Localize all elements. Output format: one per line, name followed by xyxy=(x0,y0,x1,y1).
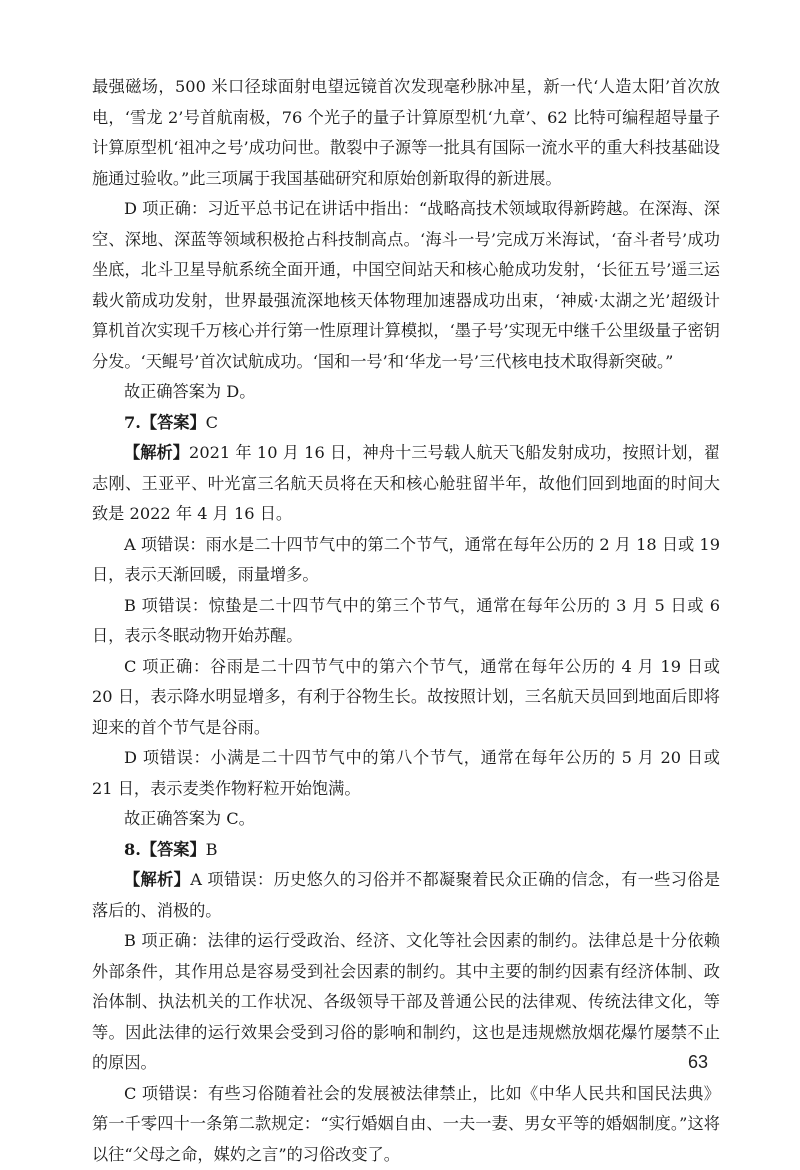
answer-label: 8.【答案】 xyxy=(124,840,206,859)
paragraph xyxy=(92,804,720,835)
paragraph-text: 2021 年 10 月 16 日，神舟十三号载人航天飞船发射成功，按照计划，翟志刚、王亚平、叶光富三名航天员将在天和核心舱驻留半年，故他们回到地面的时间大致是 2022 年 4 月 16 日。 xyxy=(92,443,720,523)
paragraph-text: D 项正确：习近平总书记在讲话中指出：“战略高技术领域取得新跨越。在深海、深空、深地、深蓝等领域积极抢占科技制高点。‘海斗一号’完成万米海试，‘奋斗者号’成功坐底，北斗卫星导航系统全面开通，中国空间站天和核心舱成功发射，‘长征五号’遥三运载火箭成功发射，世界最强流深地核天体物理加速器成功出束，‘神威·太湖之光’超级计算机首次实现千万核心并行第一性原理计算模拟，‘墨子号’实现无中继千公里级量子密钥分发。‘天鲲号’首次试航成功。‘国和一号’和‘华龙一号’三代核电技术取得新突破。” xyxy=(92,199,720,371)
paragraph-text: B 项正确：法律的运行受政治、经济、文化等社会因素的制约。法律总是十分依赖外部条件，其作用总是容易受到社会因素的制约。其中主要的制约因素有经济体制、政治体制、执法机关的工作状况、各级领导干部及普通公民的法律观、传统法律文化，等等。因此法律的运行效果会受到习俗的影响和制约，这也是违规燃放烟花爆竹屡禁不止的原因。 xyxy=(92,931,720,1072)
paragraph-text: 最强磁场，500 米口径球面射电望远镜首次发现毫秒脉冲星，新一代‘人造太阳’首次放电，‘雪龙 2’号首航南极，76 个光子的量子计算原型机‘九章’、62 比特可编程超导量子计算原型机‘祖冲之号’成功问世。散裂中子源等一批具有国际一流水平的重大科技基础设施通过验收。”此三项属于我国基础研究和原始创新取得的新进展。 xyxy=(92,77,720,188)
page-number: 63 xyxy=(688,1052,708,1073)
paragraph-text: C 项错误：有些习俗随着社会的发展被法律禁止，比如《中华人民共和国民法典》第一千零四十一条第二款规定：“实行婚姻自由、一夫一妻、男女平等的婚姻制度。”这将以往“父母之命，媒妁之言”的习俗改变了。 xyxy=(92,1084,720,1164)
paragraph xyxy=(92,194,720,377)
document-body xyxy=(92,72,720,1170)
analysis-paragraph xyxy=(92,438,720,530)
paragraph xyxy=(92,926,720,1079)
paragraph xyxy=(92,72,720,194)
answer-label: 7.【答案】 xyxy=(124,413,206,432)
answer-value: C xyxy=(206,413,218,432)
paragraph-text: D 项错误：小满是二十四节气中的第八个节气，通常在每年公历的 5 月 20 日或 21 日，表示麦类作物籽粒开始饱满。 xyxy=(92,748,720,798)
paragraph xyxy=(92,591,720,652)
analysis-paragraph xyxy=(92,865,720,926)
paragraph xyxy=(92,652,720,744)
paragraph-text: A 项错误：历史悠久的习俗并不都凝聚着民众正确的信念，有一些习俗是落后的、消极的。 xyxy=(92,870,720,920)
answer-heading xyxy=(92,408,720,439)
analysis-label: 【解析】 xyxy=(124,870,190,889)
paragraph-text: 故正确答案为 D。 xyxy=(124,382,255,401)
answer-heading xyxy=(92,835,720,866)
paragraph-text: C 项正确：谷雨是二十四节气中的第六个节气，通常在每年公历的 4 月 19 日或 20 日，表示降水明显增多，有利于谷物生长。故按照计划，三名航天员回到地面后即将迎来的首个节气是谷雨。 xyxy=(92,657,720,737)
paragraph xyxy=(92,1079,720,1170)
paragraph xyxy=(92,743,720,804)
paragraph xyxy=(92,530,720,591)
paragraph xyxy=(92,377,720,408)
paragraph-text: B 项错误：惊蛰是二十四节气中的第三个节气，通常在每年公历的 3 月 5 日或 6 日，表示冬眠动物开始苏醒。 xyxy=(92,596,720,646)
analysis-label: 【解析】 xyxy=(124,443,189,462)
answer-value: B xyxy=(206,840,218,859)
paragraph-text: 故正确答案为 C。 xyxy=(124,809,255,828)
paragraph-text: A 项错误：雨水是二十四节气中的第二个节气，通常在每年公历的 2 月 18 日或 19 日，表示天渐回暖，雨量增多。 xyxy=(92,535,720,585)
